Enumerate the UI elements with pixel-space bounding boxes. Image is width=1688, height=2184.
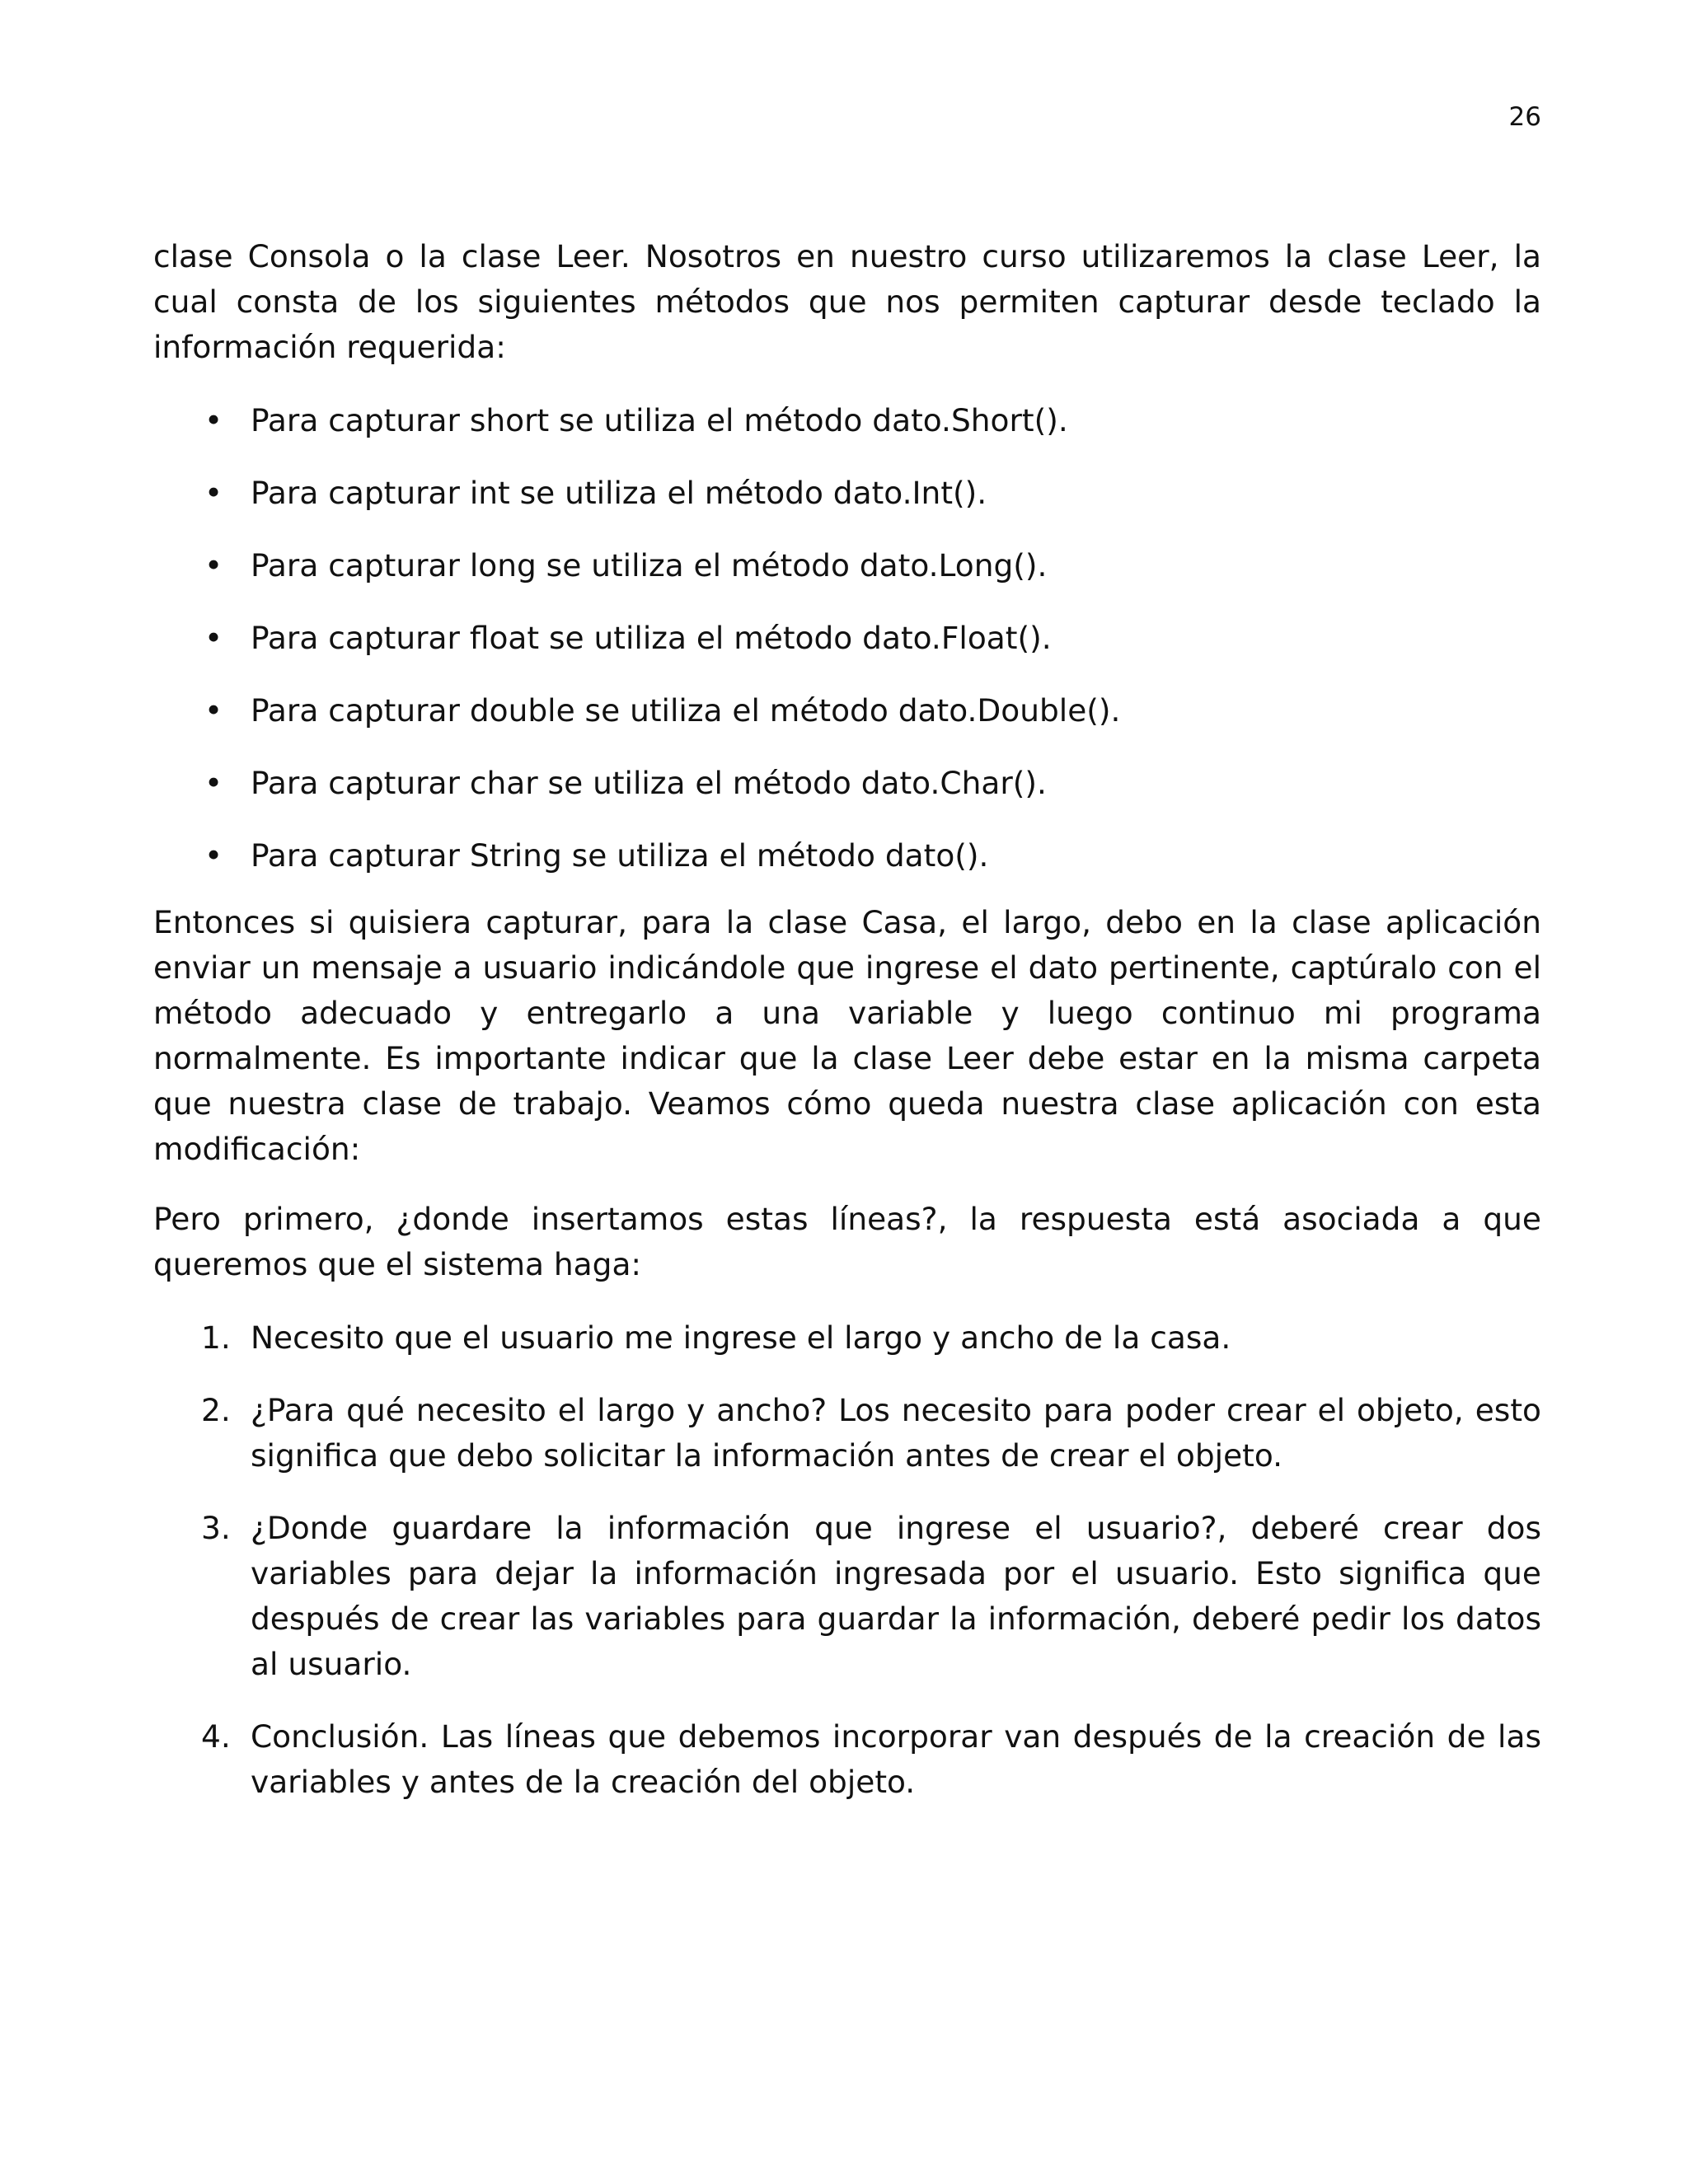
- step-number: 2.: [201, 1392, 231, 1428]
- question-paragraph: Pero primero, ¿donde insertamos estas líneas?, la respuesta está asociada a que queremos que el sistema haga:: [153, 1201, 1541, 1282]
- step-number: 4.: [201, 1718, 231, 1755]
- list-item: [153, 616, 1541, 661]
- step-text: Necesito que el usuario me ingrese el largo y ancho de la casa.: [251, 1319, 1231, 1356]
- explanation-paragraph: Entonces si quisiera capturar, para la clase Casa, el largo, debo en la clase aplicación enviar un mensaje a usuario indicándole que ingrese el dato pertinente, captúralo con el método adecuado y entregarlo a una variable y luego continuo mi programa normalmente. Es importante indicar que la clase Leer debe estar en la misma carpeta que nuestra clase de trabajo. Veamos cómo queda nuestra clase aplicación con esta modificación:: [153, 904, 1541, 1167]
- list-item: [153, 543, 1541, 588]
- list-item-text: Para capturar double se utiliza el método dato.Double().: [251, 692, 1121, 729]
- bullet-icon: •: [204, 765, 223, 801]
- bullet-icon: •: [204, 692, 223, 729]
- step-item: [153, 1315, 1541, 1361]
- page-content: [153, 234, 1541, 1832]
- step-text: Conclusión. Las líneas que debemos incorporar van después de la creación de las variables y antes de la creación del objeto.: [251, 1718, 1541, 1800]
- page-number: 26: [1508, 102, 1541, 132]
- list-item: [153, 398, 1541, 443]
- step-number: 3.: [201, 1510, 231, 1546]
- step-item: [153, 1388, 1541, 1479]
- method-list: [153, 398, 1541, 879]
- list-item: [153, 833, 1541, 879]
- bullet-icon: •: [204, 837, 223, 874]
- step-item: [153, 1714, 1541, 1805]
- list-item: [153, 471, 1541, 516]
- steps-list: [153, 1315, 1541, 1805]
- bullet-icon: •: [204, 402, 223, 438]
- list-item-text: Para capturar short se utiliza el método dato.Short().: [251, 402, 1068, 438]
- step-item: [153, 1506, 1541, 1687]
- list-item-text: Para capturar float se utiliza el método dato.Float().: [251, 620, 1052, 656]
- intro-paragraph: clase Consola o la clase Leer. Nosotros en nuestro curso utilizaremos la clase Leer, la cual consta de los siguientes métodos que nos permiten capturar desde teclado la información requerida:: [153, 238, 1541, 365]
- bullet-icon: •: [204, 620, 223, 656]
- list-item: [153, 688, 1541, 733]
- step-text: ¿Para qué necesito el largo y ancho? Los necesito para poder crear el objeto, esto significa que debo solicitar la información antes de crear el objeto.: [251, 1392, 1541, 1474]
- list-item-text: Para capturar int se utiliza el método dato.Int().: [251, 475, 987, 511]
- list-item-text: Para capturar String se utiliza el método dato().: [251, 837, 989, 874]
- step-text: ¿Donde guardare la información que ingrese el usuario?, deberé crear dos variables para dejar la información ingresada por el usuario. Esto significa que después de crear las variables para guardar la información, deberé pedir los datos al usuario.: [251, 1510, 1541, 1682]
- step-number: 1.: [201, 1319, 231, 1356]
- list-item: [153, 761, 1541, 806]
- bullet-icon: •: [204, 475, 223, 511]
- list-item-text: Para capturar char se utiliza el método dato.Char().: [251, 765, 1047, 801]
- list-item-text: Para capturar long se utiliza el método dato.Long().: [251, 547, 1048, 583]
- bullet-icon: •: [204, 547, 223, 583]
